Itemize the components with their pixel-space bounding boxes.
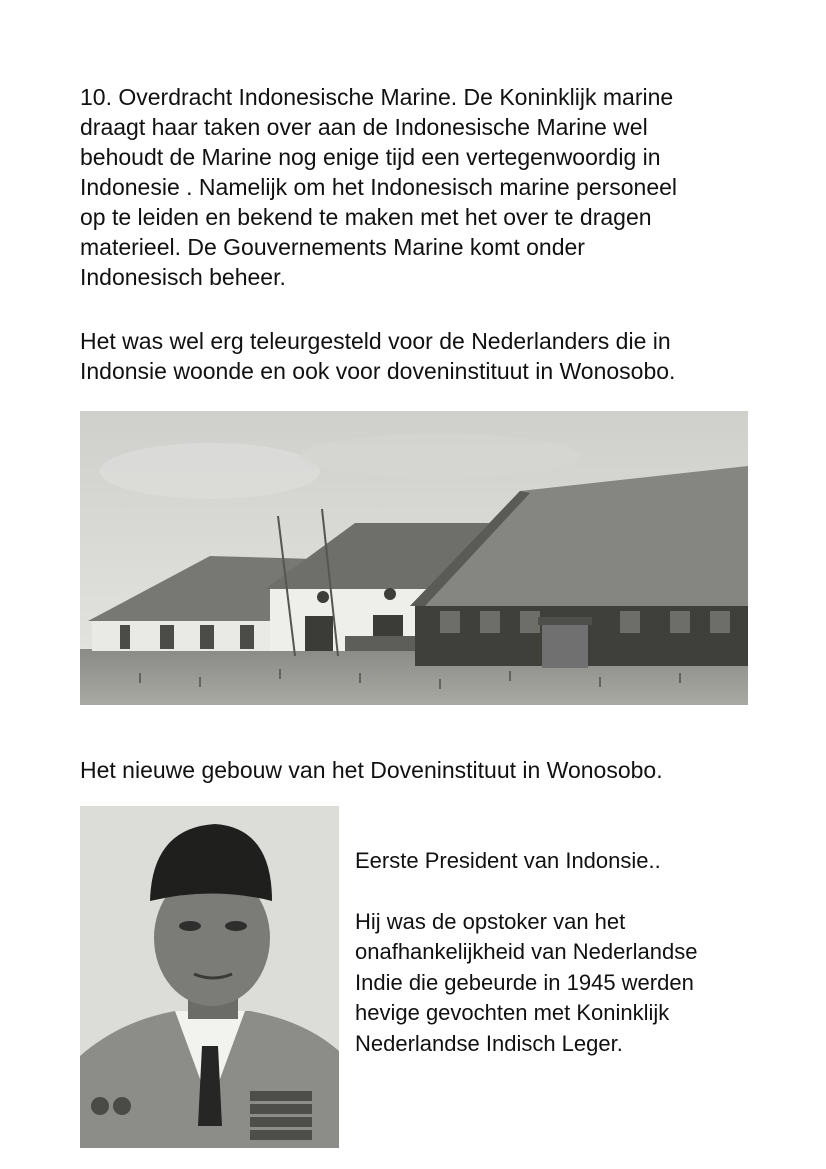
text-line: draagt haar taken over aan de Indonesische Marine wel (80, 114, 648, 140)
building-illustration (80, 411, 748, 705)
text-line: Indie die gebeurde in 1945 werden (355, 969, 694, 995)
text-line: hevige gevochten met Koninklijk (355, 1000, 670, 1025)
president-description (355, 907, 795, 1060)
building-photo (80, 411, 748, 705)
text-line: Indonesisch beheer. (80, 264, 286, 290)
photo-caption: Het nieuwe gebouw van het Doveninstituut in Wonosobo. (80, 757, 663, 783)
text-line: op te leiden en bekend te maken met het over te dragen (80, 204, 652, 230)
portrait-illustration (80, 806, 339, 1148)
text-line: Het was wel erg teleurgesteld voor de Nederlanders die in (80, 328, 671, 354)
text-line: 10. Overdracht Indonesische Marine. De Koninklijk marine (80, 84, 674, 110)
text-line: materieel. De Gouvernements Marine komt onder (80, 234, 585, 260)
text-line: Nederlandse Indisch Leger. (355, 1030, 623, 1056)
text-line: Hij was de opstoker van het (355, 908, 626, 934)
text-line: behoudt de Marine nog enige tijd een vertegenwoordig in (80, 144, 661, 170)
text-line: Indonesie . Namelijk om het Indonesisch marine personeel (80, 174, 678, 200)
text-line: onafhankelijkheid van Nederlandse (355, 939, 698, 964)
paragraph-disappointment (80, 326, 770, 386)
text-line: Indonsie woonde en ook voor doveninstituut in Wonosobo. (80, 358, 676, 384)
portrait-photo (80, 806, 339, 1148)
president-title: Eerste President van Indonsie.. (355, 848, 661, 873)
paragraph-marine-handover (80, 82, 770, 292)
president-section (355, 846, 795, 1059)
